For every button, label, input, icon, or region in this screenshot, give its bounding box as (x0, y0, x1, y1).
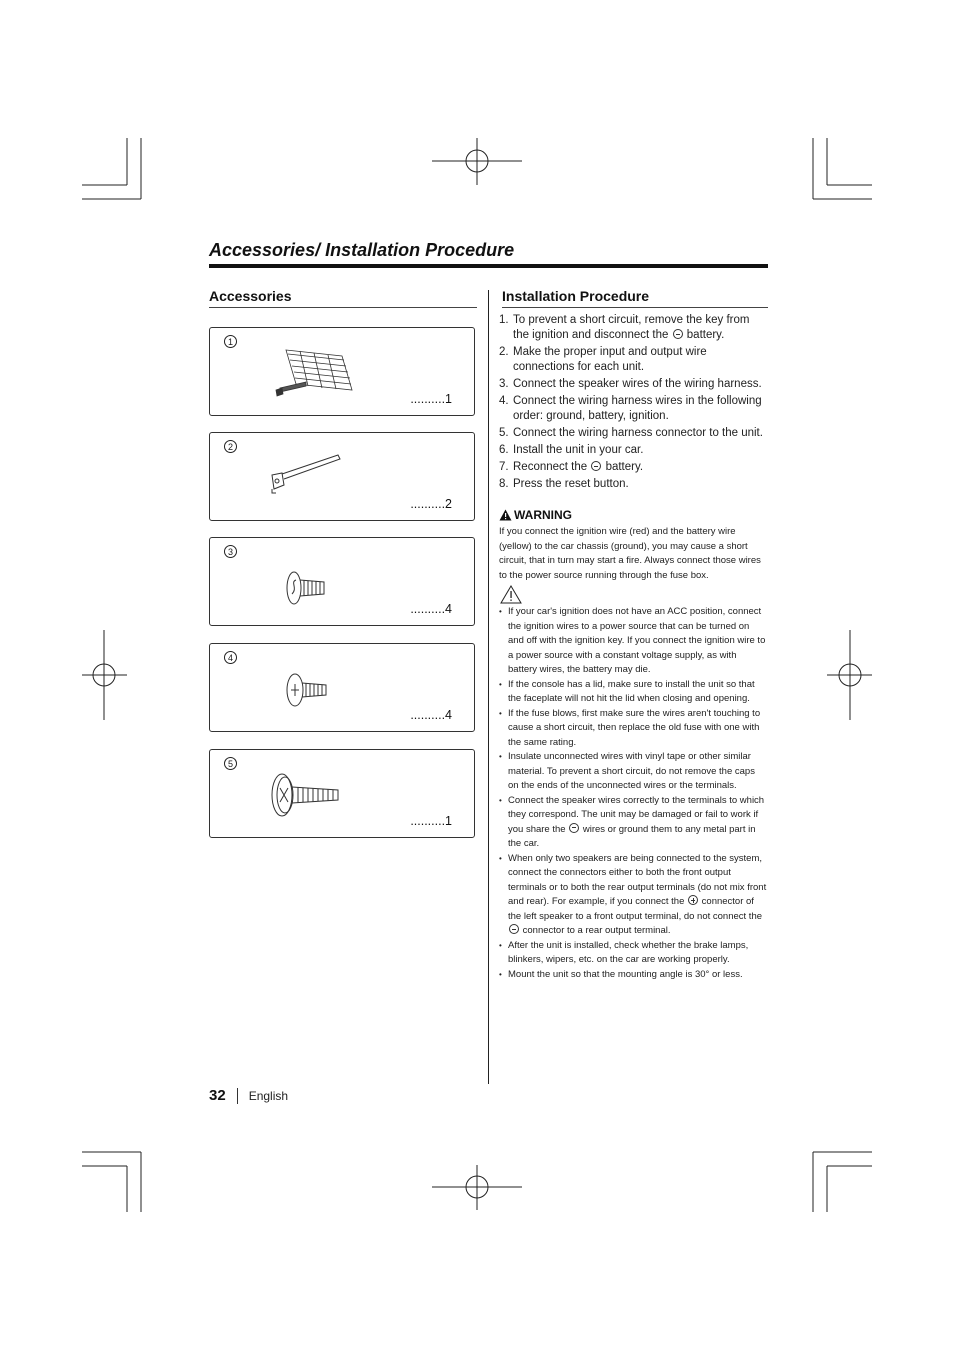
list-item: 6. Install the unit in your car. (499, 444, 644, 456)
list-item: 3. Connect the speaker wires of the wiring harness. (499, 378, 762, 390)
accessories-heading: Accessories (209, 288, 477, 308)
accessory-box-1 (209, 327, 475, 416)
list-item: 7. Reconnect the battery. (499, 461, 644, 473)
accessory-quantity: ..........4 (410, 708, 452, 722)
accessory-quantity: ..........1 (410, 392, 452, 406)
accessory-number: 2 (224, 440, 237, 453)
list-item: • Mount the unit so that the mounting angle is 30° or less. (499, 968, 767, 983)
accessory-number: 3 (224, 545, 237, 558)
negative-terminal-icon (673, 329, 683, 339)
title-rule (209, 264, 768, 268)
caution-triangle-icon (500, 585, 522, 604)
page-footer (209, 1087, 288, 1104)
negative-terminal-icon (591, 461, 601, 471)
positive-terminal-icon (688, 895, 698, 905)
accessory-quantity: ..........4 (410, 602, 452, 616)
flat-head-screw-icon (284, 568, 328, 608)
accessory-box-5 (209, 749, 475, 838)
list-item: 2. Make the proper input and output wire connections for each unit. (499, 346, 707, 373)
list-item: • After the unit is installed, check whether the brake lamps, blinkers, wipers, etc. on the car are working properly. (499, 939, 767, 968)
list-item: • If your car's ignition does not have an ACC position, connect the ignition wires to a power source that can be turned on and off with the ignition key. If you connect the ignition wire to a power source with a constant voltage supply, as with battery wires, the battery may die. (499, 605, 767, 678)
list-item: 4. Connect the wiring harness wires in the following order: ground, battery, ignition. (499, 395, 762, 422)
accessory-number: 4 (224, 651, 237, 664)
list-item: • When only two speakers are being connected to the system, connect the connectors either to both the front output terminals or to both the rear output terminals (do not mix front and rear). For example, if you connect the connector of the left speaker to a front output terminal, do not connect the connector to a rear output terminal. (499, 852, 767, 939)
list-item: 8. Press the reset button. (499, 478, 629, 490)
caution-list (499, 605, 767, 982)
warning-triangle-icon (499, 509, 512, 521)
column-divider (488, 290, 489, 1084)
installation-heading: Installation Procedure (502, 288, 768, 308)
page-title: Accessories/ Installation Procedure (209, 240, 515, 260)
negative-terminal-icon (509, 924, 519, 934)
installation-steps (499, 313, 767, 494)
warning-heading: WARNING (499, 508, 572, 522)
page-number: 32 (209, 1087, 226, 1104)
footer-separator (237, 1088, 238, 1104)
warning-text: If you connect the ignition wire (red) and the battery wire (yellow) to the car chassis (ground), you may cause a short circuit, that in turn may start a fire. Always connect those wires to the power source running through the fuse box. (499, 526, 761, 581)
accessory-quantity: ..........1 (410, 814, 452, 828)
list-item: • If the console has a lid, make sure to install the unit so that the faceplate will not hit the lid when closing and opening. (499, 678, 767, 707)
accessory-quantity: ..........2 (410, 497, 452, 511)
accessory-box-2 (209, 432, 475, 521)
negative-terminal-icon (569, 823, 579, 833)
accessory-box-3 (209, 537, 475, 626)
accessory-box-4 (209, 643, 475, 732)
list-item: • If the fuse blows, first make sure the wires aren't touching to cause a short circuit, then replace the old fuse with one with the same rating. (499, 707, 767, 751)
din-bracket-icon (270, 344, 360, 400)
list-item: • Insulate unconnected wires with vinyl tape or other similar material. To prevent a short circuit, do not remove the caps on the ends of the unconnected wires or the terminals. (499, 750, 767, 794)
removal-key-icon (268, 451, 348, 499)
footer-language: English (248, 1088, 289, 1103)
list-item: 5. Connect the wiring harness connector to the unit. (499, 427, 763, 439)
round-head-screw-icon (284, 670, 328, 710)
washer-head-screw-icon (268, 772, 344, 818)
list-item: 1. To prevent a short circuit, remove the key from the ignition and disconnect the battery. (499, 314, 750, 341)
accessory-number: 1 (224, 335, 237, 348)
accessory-number: 5 (224, 757, 237, 770)
list-item: • Connect the speaker wires correctly to the terminals to which they correspond. The unit may be damaged or fail to work if you share the wires or ground them to any metal part in the car. (499, 794, 767, 852)
